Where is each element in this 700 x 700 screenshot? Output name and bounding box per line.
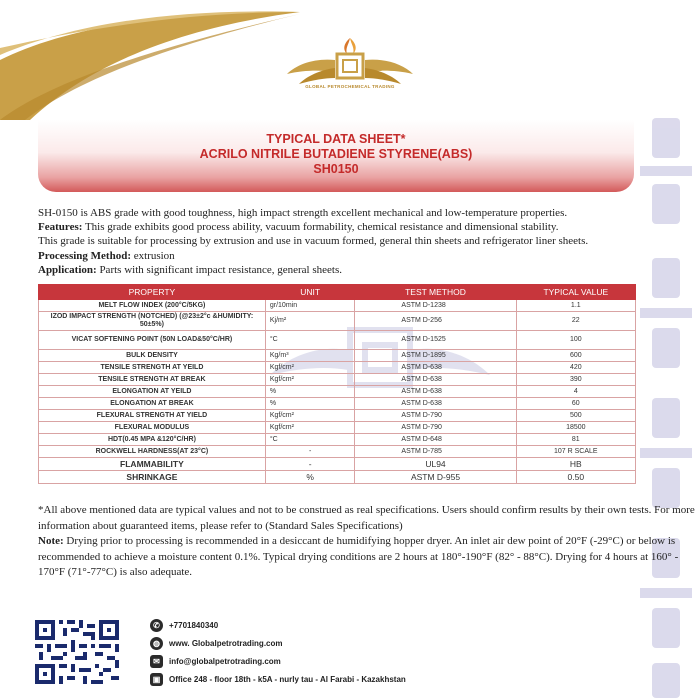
table-header-row [39,285,636,300]
method-cell: ASTM D-638 [355,398,516,410]
value-cell: 18500 [516,422,635,434]
property-cell: SHRINKAGE [39,471,266,484]
unit-cell: Kj/m² [265,312,355,331]
value-cell: 4 [516,386,635,398]
table-row [39,350,636,362]
value-cell: 500 [516,410,635,422]
property-cell: ELONGATION AT BREAK [39,398,266,410]
unit-cell: Kgf/cm² [265,362,355,374]
property-cell: FLEXURAL STRENGTH AT YIELD [39,410,266,422]
drying-note [38,534,698,581]
property-cell: IZOD IMPACT STRENGTH (NOTCHED) (@23±2°c &HUMIDITY: 50±5%) [39,312,266,331]
table-row [39,331,636,350]
office-icon: ▣ [150,673,163,686]
value-cell: 600 [516,350,635,362]
processing-text: extrusion [130,249,175,262]
unit-cell: - [265,458,355,471]
method-cell: ASTM D-790 [355,410,516,422]
table-row [39,362,636,374]
application-paragraph [38,263,648,277]
website-link[interactable]: www. Globalpetrotrading.com [169,638,283,648]
method-cell: ASTM D-256 [355,312,516,331]
unit-cell: Kg/m³ [265,350,355,362]
property-cell: VICAT SOFTENING POINT (50N LOAD&50°C/HR) [39,331,266,350]
address-text: Office 248 - floor 18th - k5A - nurly tau - Al Farabi - Kazakhstan [169,674,406,684]
note-label: Note: [38,535,64,547]
brand-logo-icon [285,30,415,100]
column-header: TYPICAL VALUE [516,285,635,300]
notes-section [38,503,698,581]
brand-name: GLOBAL PETROCHEMICAL TRADING [305,84,395,89]
method-cell: ASTM D-790 [355,422,516,434]
table-row [39,410,636,422]
table-row [39,300,636,312]
application-label: Application: [38,263,97,276]
value-cell: 1.1 [516,300,635,312]
email-link[interactable]: info@globalpetrotrading.com [169,656,281,666]
processing-paragraph [38,249,648,263]
contact-info [150,616,406,688]
table-row [39,446,636,458]
gold-swoosh-decoration [0,0,320,120]
table-row [39,434,636,446]
value-cell: 107 R SCALE [516,446,635,458]
property-cell: MELT FLOW INDEX (200°C/5KG) [39,300,266,312]
globe-icon: ◍ [150,637,163,650]
email-row[interactable] [150,652,406,670]
value-cell: 81 [516,434,635,446]
property-cell: FLEXURAL MODULUS [39,422,266,434]
unit-cell: % [265,471,355,484]
value-cell: HB [516,458,635,471]
qr-code-icon[interactable] [35,620,119,684]
unit-cell: Kgf/cm² [265,374,355,386]
value-cell: 420 [516,362,635,374]
value-cell: 390 [516,374,635,386]
application-text: Parts with significant impact resistance, general sheets. [96,263,342,276]
unit-cell: gr/10min [265,300,355,312]
website-row[interactable] [150,634,406,652]
disclaimer-text: *All above mentioned data are typical values and not to be construed as real specifications. Users should confirm results by their own tests. For more information about guaranteed items, please refer to (Standard Sales Specifications) [38,504,695,532]
address-row [150,670,406,688]
table-row [39,312,636,331]
unit-cell: Kgf/cm² [265,422,355,434]
table-row [39,386,636,398]
method-cell: ASTM D-955 [355,471,516,484]
features-paragraph [38,220,648,234]
table-row [39,398,636,410]
phone-number[interactable]: +7701840340 [169,620,219,630]
processing-label: Processing Method: [38,249,131,262]
phone-row[interactable] [150,616,406,634]
product-description [38,206,648,277]
unit-cell: Kgf/cm² [265,410,355,422]
property-cell: ROCKWELL HARDNESS(AT 23°C) [39,446,266,458]
intro-summary: SH-0150 is ABS grade with good toughness, high impact strength excellent mechanical and low-temperature properties. [38,207,568,219]
watermark-pattern-decoration [636,118,696,698]
phone-icon: ✆ [150,619,163,632]
properties-table [38,284,636,484]
product-name: ACRILO NITRILE BUTADIENE STYRENE(ABS) [199,147,473,161]
method-cell: ASTM D-638 [355,374,516,386]
unit-cell: % [265,398,355,410]
property-cell: FLAMMABILITY [39,458,266,471]
note-text: Drying prior to processing is recommended in a desiccant de humidifying hopper dryer. An inlet air dew point of 20°F (-29°C) or below is recommended to achieve a moisture content 0.1%. Typical drying conditions are 2 hours at 180°-190°F (82° - 88°C). Drying for 4 hours at 160° - 170°F (71°-77°C) is also adequate. [38,535,679,578]
property-cell: TENSILE STRENGTH AT BREAK [39,374,266,386]
document-title: TYPICAL DATA SHEET* [266,132,406,146]
table-row [39,458,636,471]
unit-cell: - [265,446,355,458]
method-cell: ASTM D-785 [355,446,516,458]
property-cell: TENSILE STRENGTH AT YEILD [39,362,266,374]
method-cell: ASTM D-638 [355,362,516,374]
table-row [39,374,636,386]
value-cell: 22 [516,312,635,331]
method-cell: ASTM D-1895 [355,350,516,362]
property-cell: ELONGATION AT YEILD [39,386,266,398]
features-text: This grade exhibits good process ability, vacuum formability, chemical resistance and dimensional stability. [82,221,559,234]
value-cell: 0.50 [516,471,635,484]
property-cell: HDT(0.45 MPA &120°C/HR) [39,434,266,446]
table-row [39,471,636,484]
mail-icon: ✉ [150,655,163,668]
column-header: TEST METHOD [355,285,516,300]
value-cell: 100 [516,331,635,350]
method-cell: ASTM D-638 [355,386,516,398]
suitability-paragraph: This grade is suitable for processing by extrusion and use in vacuum formed, general thin sheets and refrigerator liner sheets. [38,235,589,248]
grade-code: SH0150 [313,162,359,176]
table-row [39,422,636,434]
column-header: PROPERTY [39,285,266,300]
method-cell: ASTM D-648 [355,434,516,446]
value-cell: 60 [516,398,635,410]
features-label: Features: [38,221,83,234]
column-header: UNIT [265,285,355,300]
title-banner [38,120,634,192]
unit-cell: °C [265,331,355,350]
unit-cell: °C [265,434,355,446]
property-cell: BULK DENSITY [39,350,266,362]
unit-cell: % [265,386,355,398]
method-cell: UL94 [355,458,516,471]
method-cell: ASTM D-1238 [355,300,516,312]
method-cell: ASTM D-1525 [355,331,516,350]
